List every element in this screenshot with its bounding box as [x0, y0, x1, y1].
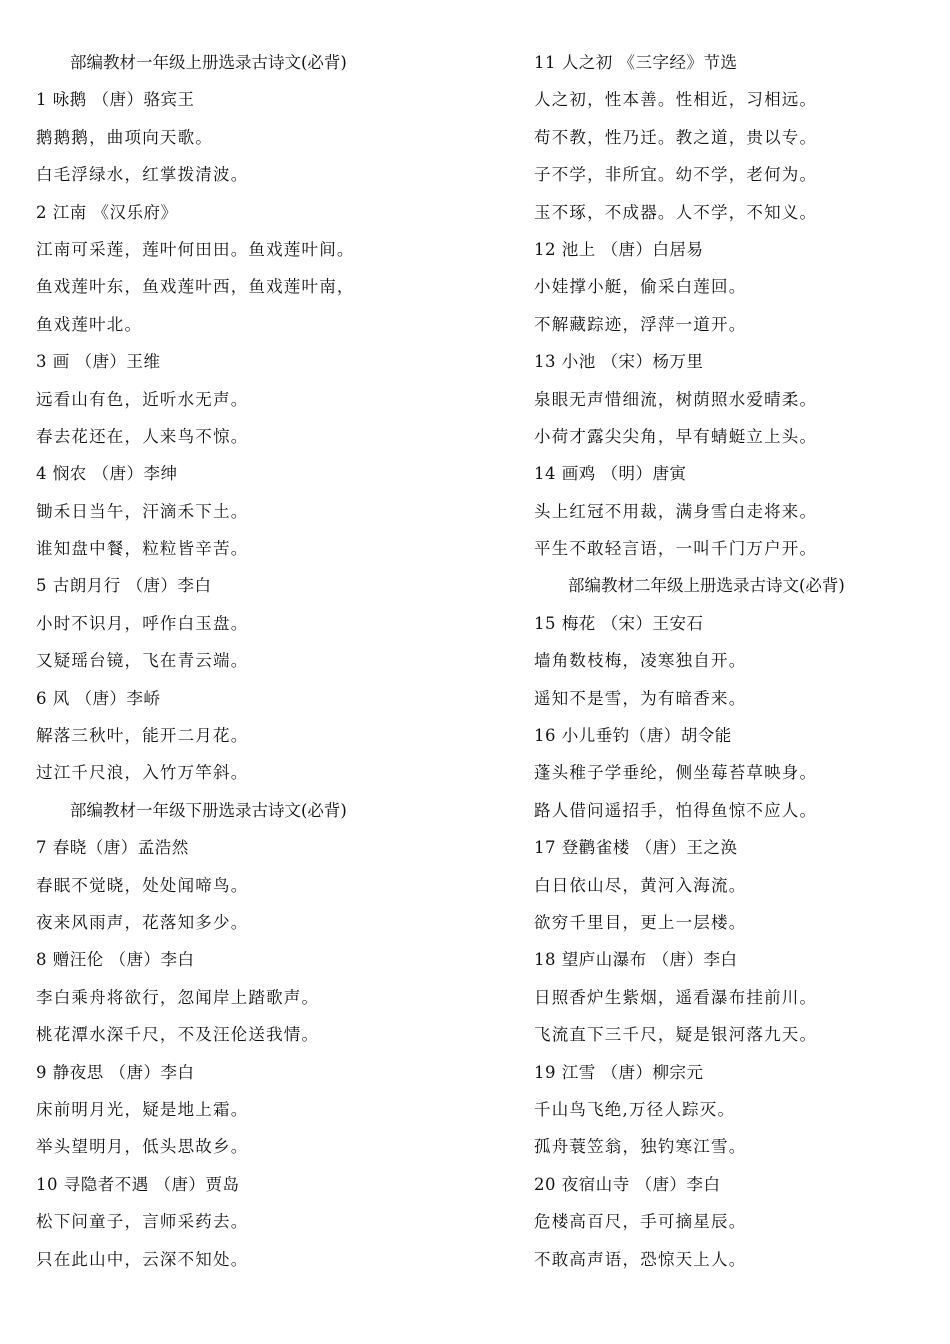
poem-verse: 人之初，性本善。性相近，习相远。 [534, 90, 818, 110]
poem-verse: 小荷才露尖尖角，早有蜻蜓立上头。 [534, 426, 818, 446]
poem-verse: 夜来风雨声，花落知多少。 [36, 912, 249, 932]
poem-verse: 鱼戏莲叶东，鱼戏莲叶西，鱼戏莲叶南， [36, 277, 355, 297]
poem-verse: 路人借问遥招手，怕得鱼惊不应人。 [534, 800, 818, 820]
poem-title: 18 望庐山瀑布 （唐）李白 [534, 950, 738, 970]
poem-title: 7 春晓（唐）孟浩然 [36, 838, 189, 858]
poem-verse: 过江千尺浪，入竹万竿斜。 [36, 763, 249, 783]
poem-verse: 解落三秋叶，能开二月花。 [36, 726, 249, 746]
poem-title: 5 古朗月行 （唐）李白 [36, 576, 212, 596]
section-header: 部编教材一年级上册选录古诗文(必背) [70, 53, 347, 72]
poem-verse: 床前明月光，疑是地上霜。 [36, 1099, 249, 1119]
poem-verse: 欲穷千里目，更上一层楼。 [534, 912, 747, 932]
poem-verse: 飞流直下三千尺，疑是银河落九天。 [534, 1025, 818, 1045]
poem-verse: 小娃撑小艇，偷采白莲回。 [534, 277, 747, 297]
right-column [534, 44, 950, 1278]
poem-verse: 泉眼无声惜细流，树荫照水爱晴柔。 [534, 389, 818, 409]
poem-title: 6 风 （唐）李峤 [36, 688, 161, 708]
poem-verse: 不敢高声语，恐惊天上人。 [534, 1249, 747, 1269]
poem-verse: 孤舟蓑笠翁，独钓寒江雪。 [534, 1137, 747, 1157]
poem-verse: 白毛浮绿水，红掌拨清波。 [36, 165, 249, 185]
poem-verse: 春眠不觉晓，处处闻啼鸟。 [36, 875, 249, 895]
poem-verse: 鹅鹅鹅，曲项向天歌。 [36, 127, 213, 147]
poem-title: 11 人之初 《三字经》节选 [534, 53, 738, 72]
poem-title: 19 江雪 （唐）柳宗元 [534, 1062, 704, 1082]
poem-verse: 鱼戏莲叶北。 [36, 314, 143, 334]
poem-title: 8 赠汪伦 （唐）李白 [36, 950, 195, 970]
poem-verse: 平生不敢轻言语，一叫千门万户开。 [534, 539, 818, 559]
poem-verse: 遥知不是雪，为有暗香来。 [534, 688, 747, 708]
poem-verse: 举头望明月，低头思故乡。 [36, 1137, 249, 1157]
poem-verse: 玉不琢，不成器。人不学，不知义。 [534, 202, 818, 222]
section-header: 部编教材二年级上册选录古诗文(必背) [568, 576, 845, 596]
poem-verse: 头上红冠不用裁，满身雪白走将来。 [534, 501, 818, 521]
poem-verse: 日照香炉生紫烟，遥看瀑布挂前川。 [534, 987, 818, 1007]
poem-verse: 危楼高百尺，手可摘星辰。 [534, 1212, 747, 1232]
poem-title: 14 画鸡 （明）唐寅 [534, 464, 687, 484]
poem-verse: 蓬头稚子学垂纶，侧坐莓苔草映身。 [534, 763, 818, 783]
poem-verse: 江南可采莲，莲叶何田田。鱼戏莲叶间。 [36, 239, 355, 259]
poem-title: 16 小儿垂钓（唐）胡令能 [534, 726, 732, 746]
poem-verse: 锄禾日当午，汗滴禾下土。 [36, 501, 249, 521]
poem-verse: 谁知盘中餐，粒粒皆辛苦。 [36, 539, 249, 559]
poem-verse: 不解藏踪迹，浮萍一道开。 [534, 314, 747, 334]
poem-verse: 只在此山中，云深不知处。 [36, 1249, 249, 1269]
poem-verse: 又疑瑶台镜，飞在青云端。 [36, 651, 249, 671]
poem-verse: 桃花潭水深千尺，不及汪伦送我情。 [36, 1025, 320, 1045]
poem-verse: 白日依山尽，黄河入海流。 [534, 875, 747, 895]
poem-title: 2 江南 《汉乐府》 [36, 202, 178, 222]
poem-verse: 子不学，非所宜。幼不学，老何为。 [534, 165, 818, 185]
poem-verse: 远看山有色，近听水无声。 [36, 389, 249, 409]
poem-verse: 墙角数枝梅，凌寒独自开。 [534, 651, 747, 671]
poem-title: 12 池上 （唐）白居易 [534, 239, 704, 259]
poem-title: 4 悯农 （唐）李绅 [36, 464, 178, 484]
poem-verse: 苟不教，性乃迁。教之道，贵以专。 [534, 127, 818, 147]
poem-title: 13 小池 （宋）杨万里 [534, 352, 704, 372]
poem-title: 3 画 （唐）王维 [36, 352, 161, 372]
poem-verse: 李白乘舟将欲行，忽闻岸上踏歌声。 [36, 987, 320, 1007]
poem-title: 17 登鹳雀楼 （唐）王之涣 [534, 838, 738, 858]
poem-title: 10 寻隐者不遇 （唐）贾岛 [36, 1174, 240, 1194]
left-column [36, 44, 456, 1278]
poem-verse: 松下问童子，言师采药去。 [36, 1212, 249, 1232]
poem-title: 9 静夜思 （唐）李白 [36, 1062, 195, 1082]
poem-title: 20 夜宿山寺 （唐）李白 [534, 1174, 721, 1194]
poem-verse: 千山鸟飞绝,万径人踪灭。 [534, 1099, 736, 1119]
poem-title: 1 咏鹅 （唐）骆宾王 [36, 90, 195, 110]
poem-title: 15 梅花 （宋）王安石 [534, 613, 704, 633]
poem-verse: 春去花还在，人来鸟不惊。 [36, 426, 249, 446]
section-header: 部编教材一年级下册选录古诗文(必背) [70, 800, 347, 820]
poem-verse: 小时不识月，呼作白玉盘。 [36, 613, 249, 633]
